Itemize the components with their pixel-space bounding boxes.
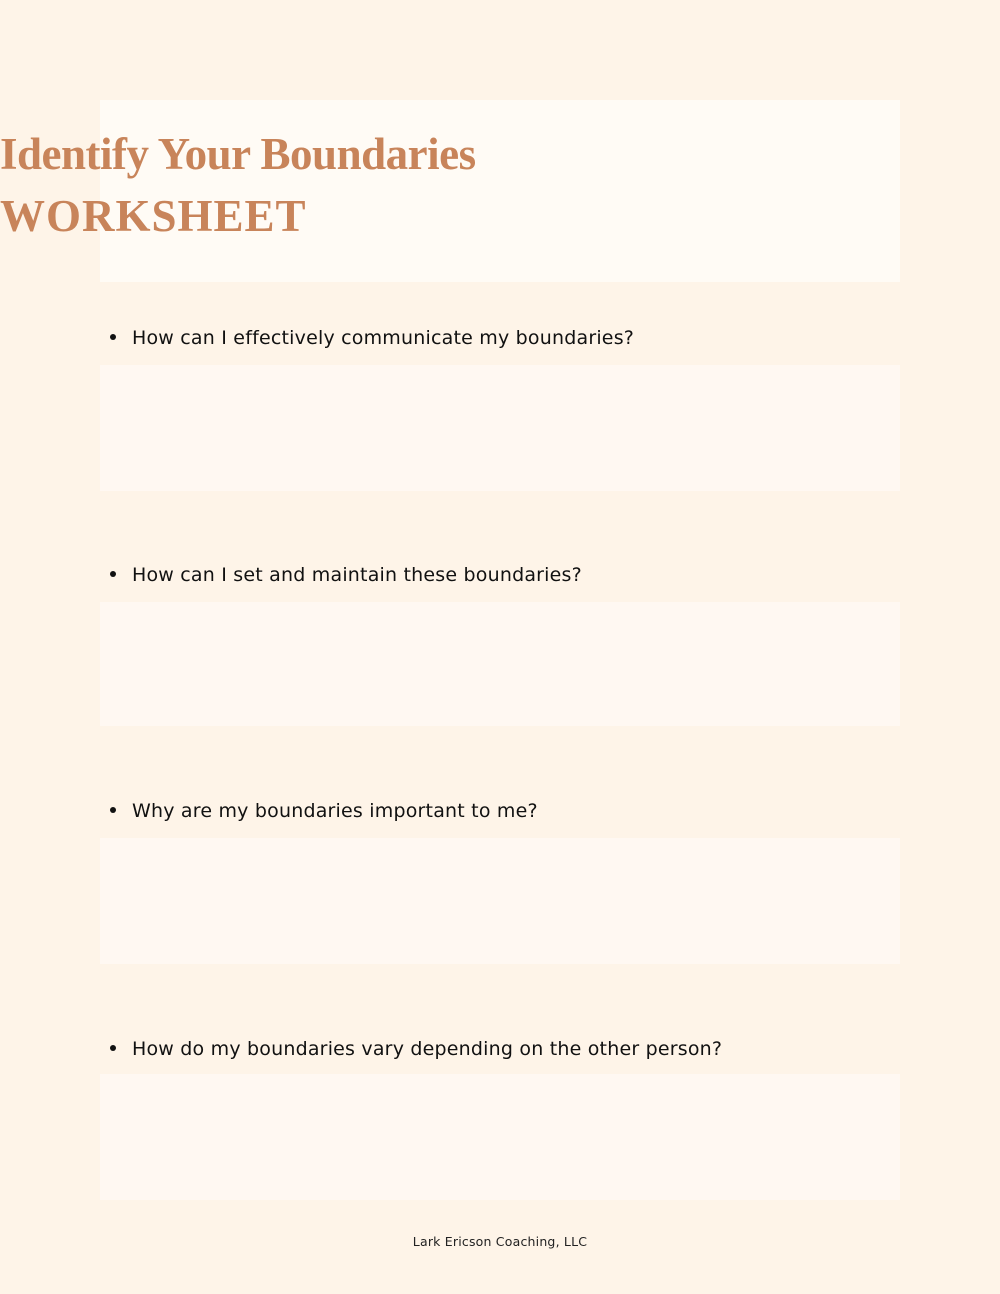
worksheet-subtitle: WORKSHEET [0, 191, 307, 241]
worksheet-title: Identify Your Boundaries [0, 129, 476, 179]
question-text: How can I set and maintain these boundaries? [132, 564, 582, 586]
bullet-icon [110, 571, 116, 577]
question-1 [110, 326, 634, 350]
bullet-icon [110, 1045, 116, 1051]
question-text: Why are my boundaries important to me? [132, 800, 538, 822]
question-4 [110, 1037, 722, 1061]
answer-box-3[interactable] [100, 838, 900, 964]
bullet-icon [110, 807, 116, 813]
bullet-icon [110, 334, 116, 340]
question-2 [110, 563, 582, 587]
question-text: How can I effectively communicate my boundaries? [132, 327, 635, 349]
answer-box-2[interactable] [100, 602, 900, 726]
question-text: How do my boundaries vary depending on the other person? [132, 1038, 723, 1060]
answer-box-1[interactable] [100, 365, 900, 491]
question-3 [110, 799, 538, 823]
footer-company-name: Lark Ericson Coaching, LLC [412, 1234, 588, 1249]
answer-box-4[interactable] [100, 1074, 900, 1200]
